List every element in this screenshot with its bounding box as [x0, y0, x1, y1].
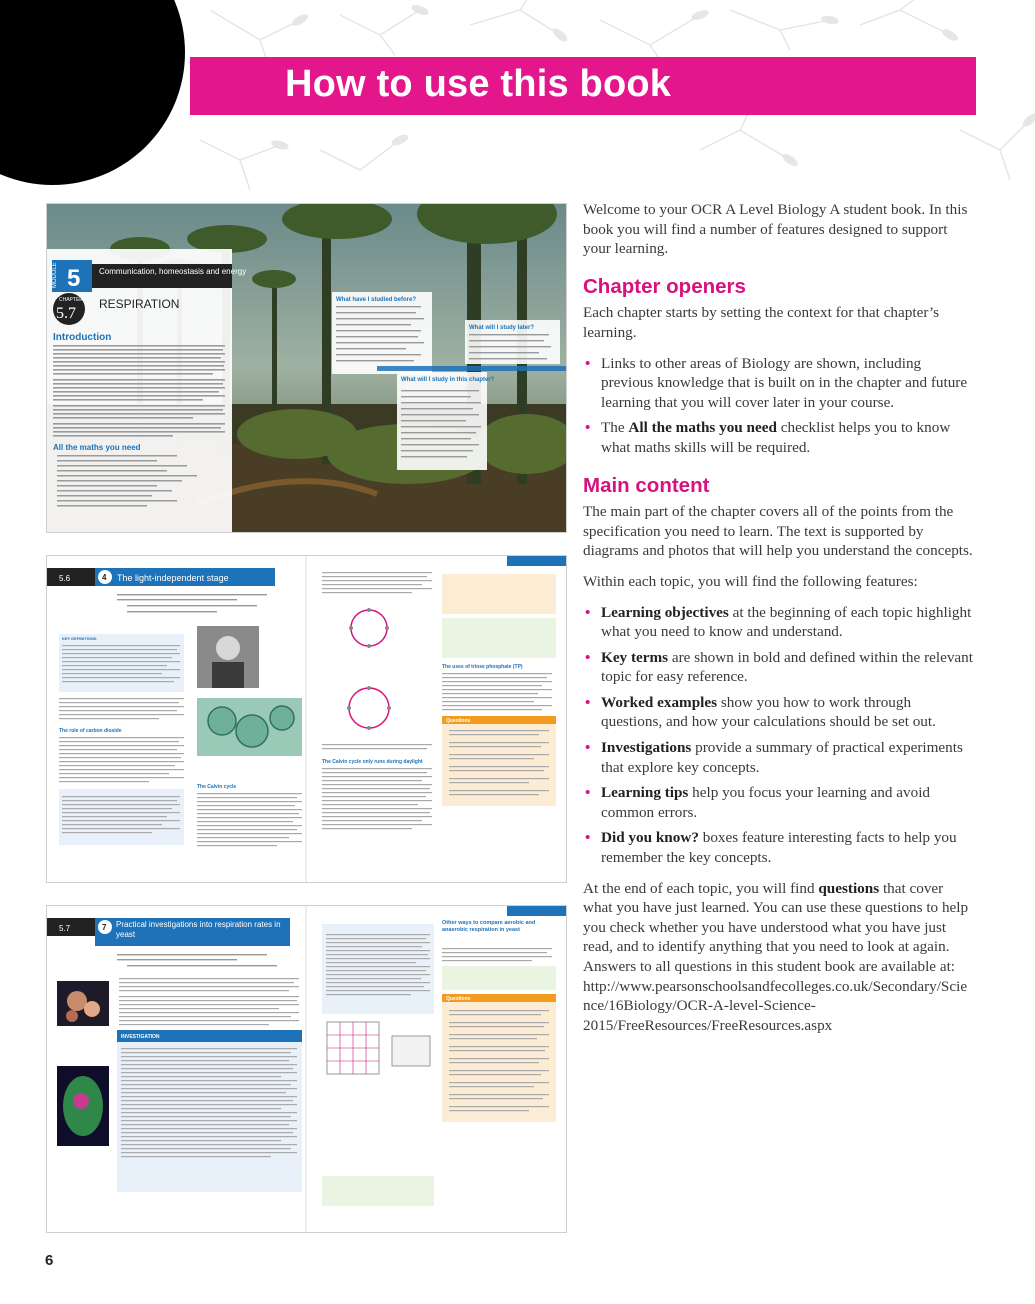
module-title: Communication, homeostasis and energy	[99, 267, 247, 276]
chapter-label: CHAPTER	[59, 297, 83, 303]
light-independent-spread	[47, 556, 566, 882]
chapter-number: 5.7	[56, 305, 76, 322]
list-item: • Worked examples show you how to work through questions, and how your calculations should be set out.	[585, 693, 936, 731]
list-item: • Key terms are shown in bold and defined within the relevant topic for easy reference.	[585, 648, 973, 686]
topic-ref-2: 5.7	[59, 924, 71, 933]
list-item: • Links to other areas of Biology are shown, including previous knowledge that is built on in the chapter and future learning that you will cover later in your course.	[585, 354, 968, 411]
module-label: MODULE	[52, 262, 58, 288]
module-number: 5	[67, 265, 81, 292]
yeast-investigation-spread	[47, 906, 566, 1232]
intro-paragraph: Welcome to your OCR A Level Biology A student book. In this book you will find a number of features designed to support your learning.	[583, 201, 968, 258]
main-content-thumbnail	[47, 556, 566, 882]
topic-title-2: Practical investigations into respiration rates in yeast	[116, 920, 281, 939]
page-title: How to use this book	[285, 63, 672, 105]
chapter-openers-heading: Chapter openers	[583, 274, 746, 298]
closing-paragraph: At the end of each topic, you will find questions that cover what you have just learned. You can use these questions to help you check whether you have understood what you have just read, and to identify anything that you need to look at again. Answers to all questions in this student book are available at: http://www.pearsonschoolsandfecolleges.co.uk/Secondary/Science/16Biology/OCR-A-level-Science-2015/FreeResources/FreeResources.aspx	[583, 879, 969, 1034]
list-item: • Did you know? boxes feature interesting facts to help you remember the key concepts.	[585, 829, 957, 867]
prehistoric-forest-illustration	[47, 204, 566, 532]
introduction-heading: Introduction	[53, 332, 112, 343]
sub-triose-phosphate: The uses of triose phosphate (TP)	[442, 664, 523, 670]
investigation-label: INVESTIGATION	[121, 1034, 160, 1040]
topic-ref: 5.6	[59, 574, 71, 583]
list-item: • Investigations provide a summary of practical experiments that explore key concepts.	[585, 739, 963, 776]
side-title: Other ways to compare aerobic and anaerobic respiration in yeast	[442, 920, 536, 933]
studied-before-heading: What have I studied before?	[336, 297, 417, 303]
study-later-heading: What will I study later?	[469, 325, 535, 331]
chapter-title: RESPIRATION	[99, 297, 180, 311]
main-content-heading: Main content	[583, 473, 710, 497]
chapter-openers-list	[583, 354, 973, 458]
list-item: • Learning objectives at the beginning of each topic highlight what you need to know and understand.	[585, 603, 972, 641]
page-number: 6	[45, 1252, 54, 1269]
chapter-opener-thumbnail	[47, 204, 566, 532]
features-list	[583, 603, 973, 868]
topic-number-2: 7	[102, 923, 107, 932]
right-text-column	[583, 200, 973, 1046]
sub-calvin-daylight: The Calvin cycle only runs during daylight	[322, 759, 423, 765]
questions-label: Questions	[446, 718, 471, 724]
list-item: • Learning tips help you focus your learning and avoid common errors.	[585, 784, 931, 821]
questions-label-2: Questions	[446, 996, 471, 1002]
list-item: • The All the maths you need checklist helps you to know what maths skills will be required.	[585, 419, 951, 456]
study-now-heading: What will I study in this chapter?	[401, 377, 495, 383]
sub-calvin-cycle: The Calvin cycle	[197, 784, 237, 790]
chapter-openers-text: Each chapter starts by setting the context for that chapter’s learning.	[583, 304, 940, 341]
topic-title: The light-independent stage	[117, 573, 229, 583]
sub-role-of-co2: The role of carbon dioxide	[59, 728, 122, 734]
investigation-thumbnail	[47, 906, 566, 1232]
features-intro: Within each topic, you will find the following features:	[583, 572, 918, 590]
topic-number: 4	[102, 573, 107, 582]
main-content-text: The main part of the chapter covers all of the points from the specification you need to learn. The text is supported by diagrams and photos that will help you understand the concepts.	[583, 503, 973, 560]
key-definitions-label: KEY DEFINITIONS	[62, 636, 97, 641]
maths-heading: All the maths you need	[53, 443, 141, 452]
